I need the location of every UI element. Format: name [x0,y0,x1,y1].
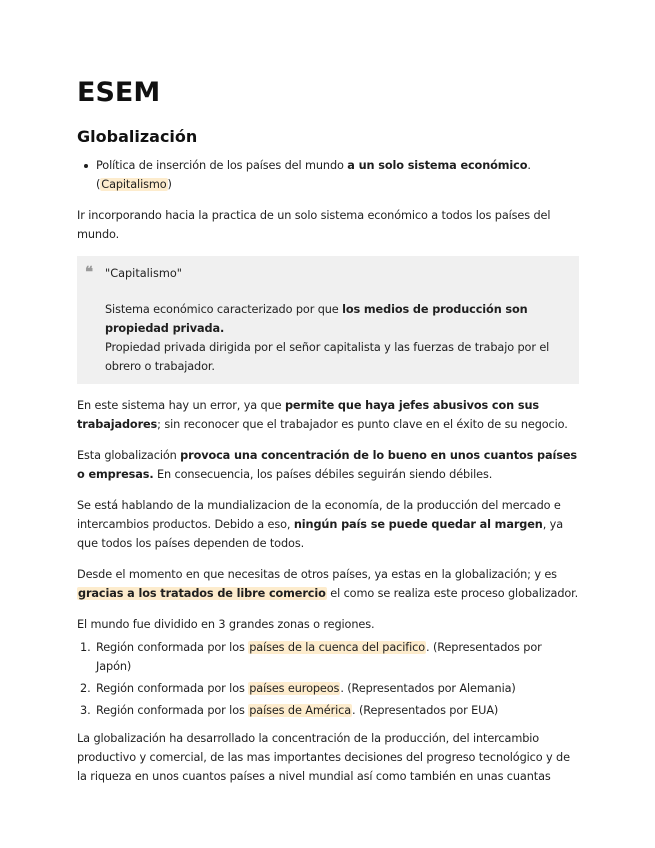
quote-title: "Capitalismo" [105,267,182,280]
page-title: ESEM [77,77,161,108]
p2-text: Esta globalización [77,449,181,462]
p2-suffix: En consecuencia, los países débiles seguirán siendo débiles. [153,468,493,481]
list-number: 3. [80,704,91,717]
p4-text: Desde el momento en que necesitas de otros países, ya estas en la globalización; y es [77,568,557,581]
list-item [77,638,579,676]
document-content [77,76,579,786]
p1-bold: permite que haya jefes abusivos con sus trabajadores [77,399,539,431]
paragraph-mundializacion [77,496,579,553]
region-suffix: . (Representados por Japón) [96,641,542,673]
highlight-tratados: gracias a los tratados de libre comercio [78,587,326,600]
bullet-suffix: . ( [96,159,531,191]
quote-body [105,300,569,376]
regions-list [77,638,579,720]
bullet-item [77,156,579,194]
bullet-list [77,156,579,194]
highlight-region: países europeos [249,682,340,695]
quote-definition [105,300,569,338]
list-item [77,701,579,720]
list-number: 1. [80,641,91,654]
list-number: 2. [80,682,91,695]
paragraph-zonas: El mundo fue dividido en 3 grandes zonas o regiones. [77,618,375,631]
p3-suffix: , ya que todos los países dependen de todos. [77,518,564,550]
bullet-text: Política de inserción de los países del mundo [96,159,348,172]
region-text: Región conformada por los [96,682,249,695]
quote-definition-text: Sistema económico caracterizado por que [105,303,343,316]
highlight-region: países de la cuenca del pacifico [249,641,426,654]
region-text: Región conformada por los [96,641,249,654]
paragraph-error [77,396,579,434]
paragraph-tratados [77,565,579,603]
region-text: Región conformada por los [96,704,249,717]
closing-paragraph: La globalización ha desarrollado la concentración de la producción, del intercambio productivo y comercial, de las mas importantes decisiones del progreso tecnológico y de la riqueza en unos cuantos países a nivel mundial así como también en unas cuantas [77,732,570,783]
p1-suffix: ; sin reconocer que el trabajador es punto clave en el éxito de su negocio. [157,418,568,431]
region-suffix: . (Representados por EUA) [352,704,499,717]
region-suffix: . (Representados por Alemania) [340,682,516,695]
p3-text: Se está hablando de la mundializacion de la economía, de la producción del mercado e intercambios productos. Debido a eso, [77,499,561,531]
highlight-capitalismo: Capitalismo [101,178,167,191]
quote-block [77,256,579,384]
p2-bold: provoca una concentración de lo bueno en unos cuantos países o empresas. [77,449,578,481]
bullet-bold: a un solo sistema económico [347,159,528,172]
paragraph-concentration [77,446,579,484]
quote-icon: ❝ [85,263,94,281]
bullet-end: ) [167,178,172,191]
highlight-region: países de América [249,704,352,717]
p4-suffix: el como se realiza este proceso globalizador. [326,587,579,600]
p1-text: En este sistema hay un error, ya que [77,399,285,412]
list-item [77,679,579,698]
quote-explanation: Propiedad privada dirigida por el señor capitalista y las fuerzas de trabajo por el obrero o trabajador. [105,341,550,373]
intro-paragraph: Ir incorporando hacia la practica de un solo sistema económico a todos los países del mundo. [77,209,551,241]
section-heading: Globalización [77,127,198,146]
p3-bold: ningún país se puede quedar al margen [293,518,543,531]
quote-definition-bold: los medios de producción son propiedad privada. [105,303,528,335]
